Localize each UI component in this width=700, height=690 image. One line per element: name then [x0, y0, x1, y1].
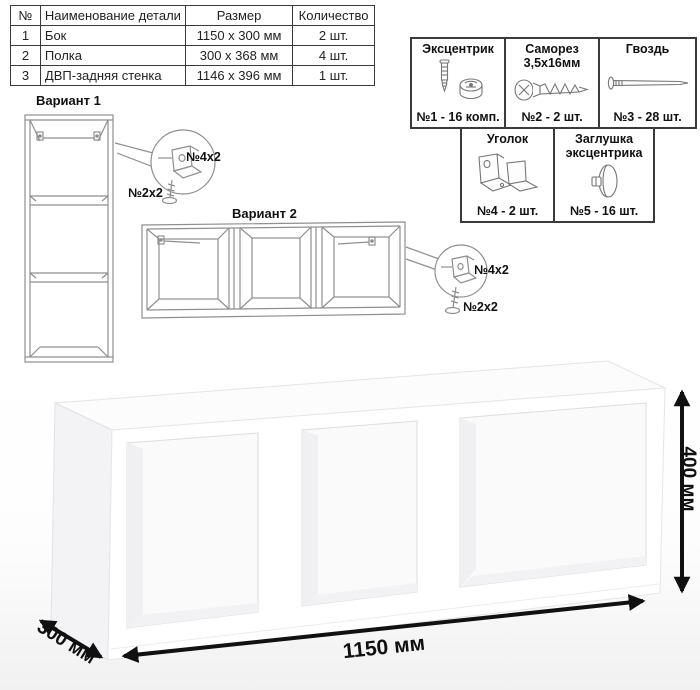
hardware-count: №4 - 2 шт.	[476, 203, 539, 218]
variant-1-drawing	[25, 115, 113, 362]
variant-1-bracket-label: №4х2	[186, 150, 221, 164]
hardware-count: №5 - 16 шт.	[569, 203, 639, 218]
screw-icon	[513, 70, 591, 111]
table-row	[11, 66, 375, 86]
part-name: Бок	[40, 26, 185, 46]
shelf-3d-render	[51, 361, 665, 660]
part-qty: 2 шт.	[293, 26, 375, 46]
hardware-title: Уголок	[486, 132, 529, 146]
depth-dimension-label: 300 мм	[33, 616, 100, 669]
hardware-count: №2 - 2 шт.	[521, 109, 583, 124]
variant-1-screw-label: №2х2	[128, 186, 163, 200]
hardware-box-row-1	[410, 37, 697, 129]
part-size: 1146 х 396 мм	[185, 66, 292, 86]
hardware-item-screw	[504, 39, 598, 127]
variant-2-screw-label: №2х2	[463, 300, 498, 314]
height-dimension-label: 400 мм	[678, 446, 699, 512]
header-size: Размер	[185, 6, 292, 26]
width-dimension-label: 1150 мм	[341, 631, 427, 664]
part-qty: 1 шт.	[293, 66, 375, 86]
part-size: 300 х 368 мм	[185, 46, 292, 66]
part-size: 1150 х 300 мм	[185, 26, 292, 46]
part-qty: 4 шт.	[293, 46, 375, 66]
header-name: Наименование детали	[40, 6, 185, 26]
hardware-title: Эксцентрик	[422, 42, 494, 56]
header-num: №	[11, 6, 41, 26]
hardware-item-eccentric	[412, 39, 504, 127]
hardware-item-nail	[598, 39, 695, 127]
variant-1-title: Вариант 1	[36, 93, 101, 108]
hardware-title: Саморез 3,5х16мм	[523, 42, 581, 70]
part-num: 1	[11, 26, 41, 46]
hardware-count: №1 - 16 комп.	[416, 109, 500, 124]
hardware-box-row-2	[460, 127, 655, 223]
hardware-count: №3 - 28 шт.	[613, 109, 682, 124]
table-row	[11, 26, 375, 46]
parts-table-header-row	[11, 6, 375, 26]
hardware-title: Заглушка эксцентрика	[565, 132, 643, 160]
table-row	[11, 46, 375, 66]
header-qty: Количество	[293, 6, 375, 26]
nail-icon	[606, 56, 690, 111]
corner-bracket-icon	[473, 146, 543, 205]
part-num: 2	[11, 46, 41, 66]
cam-cap-icon	[584, 160, 624, 205]
part-num: 3	[11, 66, 41, 86]
eccentric-cam-icon	[427, 56, 489, 111]
variant-2-drawing	[142, 222, 405, 318]
variant-2-title: Вариант 2	[232, 206, 297, 221]
variant-2-bracket-label: №4х2	[474, 263, 509, 277]
hardware-item-cap	[553, 129, 653, 221]
part-name: Полка	[40, 46, 185, 66]
part-name: ДВП-задняя стенка	[40, 66, 185, 86]
parts-table	[10, 5, 375, 86]
hardware-item-bracket	[462, 129, 553, 221]
hardware-title: Гвоздь	[625, 42, 670, 56]
